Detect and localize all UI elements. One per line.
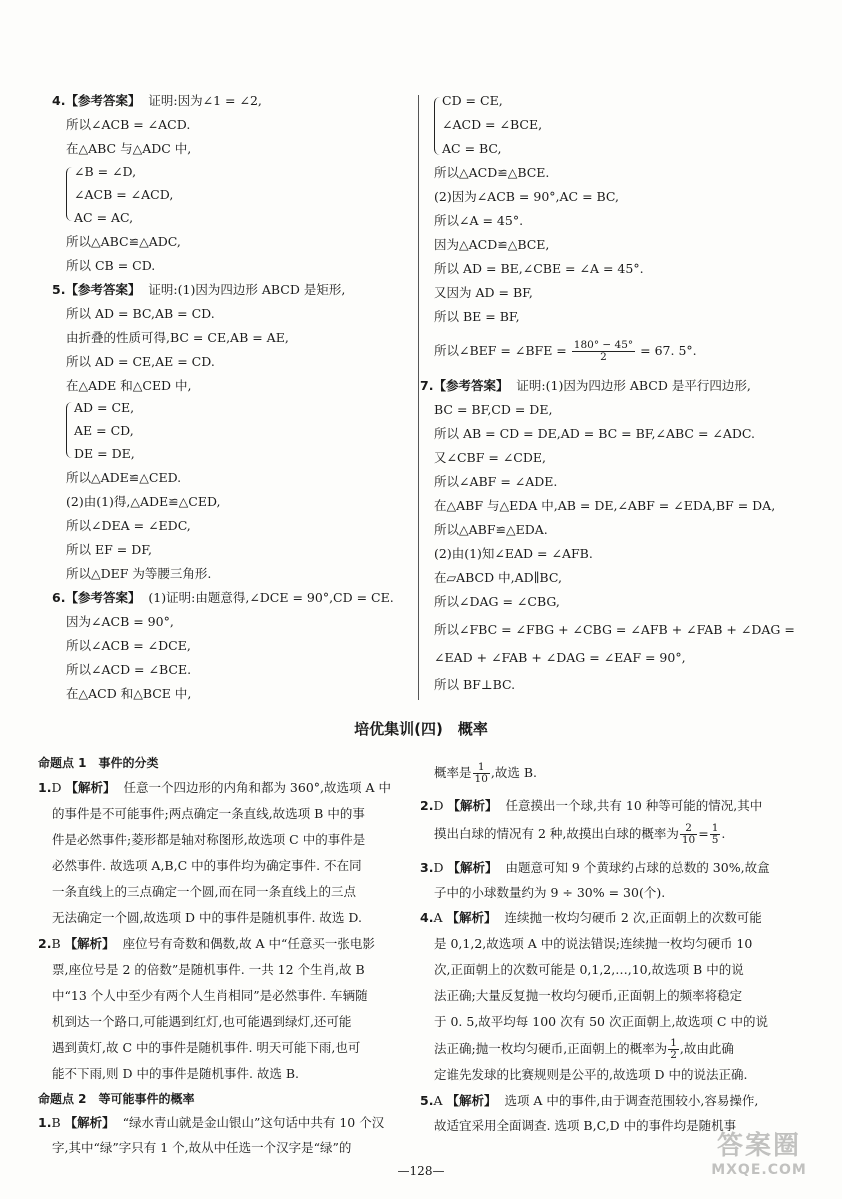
analysis-tag: 【解析】 bbox=[447, 798, 498, 813]
q5-line: 所以 AD = BC,AB = CD. bbox=[66, 306, 215, 321]
fraction bbox=[473, 762, 490, 785]
q6-line: ∠ACD = ∠BCE, bbox=[442, 117, 543, 132]
analysis-tag: 【解析】 bbox=[447, 860, 498, 875]
question-number: 4. bbox=[420, 910, 434, 925]
a2-line: 机到达一个路口,可能遇到红灯,也可能遇到绿灯,还可能 bbox=[52, 1014, 352, 1029]
q4-text: 证明:因为∠1 = ∠2, bbox=[148, 93, 262, 108]
b5-text: 选项 A 中的事件,由于调查范围较小,容易操作, bbox=[504, 1093, 759, 1108]
fraction bbox=[572, 340, 635, 363]
a1-header bbox=[38, 779, 391, 797]
a2-line: 中“13 个人中至少有两个人生肖相同”是必然事件. 车辆随 bbox=[52, 988, 368, 1003]
fraction bbox=[680, 823, 697, 846]
answer-choice: D bbox=[51, 780, 62, 795]
q7-line: 又∠CBF = ∠CDE, bbox=[434, 450, 546, 465]
b4-header bbox=[420, 909, 762, 927]
answer-tag: 【参考答案】 bbox=[433, 378, 509, 393]
watermark-url: MXQE.COM bbox=[711, 1162, 807, 1178]
q4-line: 所以 CB = CD. bbox=[66, 258, 156, 273]
question-number: 6. bbox=[52, 590, 66, 605]
q4-line: 在△ABC 与△ADC 中, bbox=[66, 141, 192, 156]
text: = bbox=[698, 826, 709, 841]
analysis-tag: 【解析】 bbox=[65, 780, 116, 795]
a1-line: 的事件是不可能事件;两点确定一条直线,故选项 B 中的事 bbox=[52, 806, 365, 821]
a2-header bbox=[38, 935, 375, 953]
text: 法正确;抛一枚均匀硬币,正面朝上的概率为 bbox=[434, 1041, 668, 1056]
system-brace bbox=[66, 167, 73, 221]
q5-line: DE = DE, bbox=[74, 446, 135, 461]
a1-line: 必然事件. 故选项 A,B,C 中的事件均为确定事件. 不在同 bbox=[52, 858, 362, 873]
q6-line: 所以△ACD≌△BCE. bbox=[434, 165, 550, 180]
question-number: 3. bbox=[420, 860, 434, 875]
analysis-tag: 【解析】 bbox=[446, 1093, 497, 1108]
q5-text: 证明:(1)因为四边形 ABCD 是矩形, bbox=[148, 282, 346, 297]
a2-text: 座位号有奇数和偶数,故 A 中“任意买一张电影 bbox=[122, 936, 375, 951]
watermark-text: 答案圈 bbox=[716, 1131, 801, 1161]
b4-text: 连续抛一枚均匀硬币 2 次,正面朝上的次数可能 bbox=[504, 910, 762, 925]
fraction-numerator: 1 bbox=[711, 822, 719, 834]
question-number: 7. bbox=[420, 378, 434, 393]
q6-line: 因为△ACD≌△BCE, bbox=[434, 237, 550, 252]
b4-line: 于 0. 5,故平均每 100 次有 50 次正面朝上,故选项 C 中的说 bbox=[434, 1014, 768, 1029]
fraction-denominator: 5 bbox=[711, 834, 719, 846]
fraction-numerator: 2 bbox=[680, 823, 697, 835]
fraction-denominator: 2 bbox=[600, 351, 607, 363]
b4-fraction-line bbox=[434, 1036, 734, 1062]
q6-line: 所以∠ACB = ∠DCE, bbox=[66, 638, 191, 653]
a2-line: 能不下雨,则 D 中的事件是随机事件. 故选 B. bbox=[52, 1066, 300, 1081]
q5-line: (2)由(1)得,△ADE≌△CED, bbox=[66, 494, 221, 509]
question-number: 1. bbox=[38, 1115, 52, 1130]
q7-line: 所以∠FBC = ∠FBG + ∠CBG = ∠AFB + ∠FAB + ∠DAG = bbox=[434, 622, 795, 637]
b3-header bbox=[420, 859, 770, 877]
answer-choice: B bbox=[51, 1115, 61, 1130]
column-divider bbox=[418, 95, 419, 700]
q6-line: AC = BC, bbox=[442, 141, 502, 156]
q4-line: ∠B = ∠D, bbox=[74, 164, 137, 179]
b1-line: 字,其中“绿”字只有 1 个,故从中任选一个汉字是“绿”的 bbox=[52, 1140, 352, 1155]
q6-line: 所以 BE = BF, bbox=[434, 309, 520, 324]
q6-line: 所以 AD = BE,∠CBE = ∠A = 45°. bbox=[434, 261, 644, 276]
page-number: —128— bbox=[397, 1164, 445, 1178]
q7-line: (2)由(1)知∠EAD = ∠AFB. bbox=[434, 546, 593, 561]
answer-choice: A bbox=[433, 1093, 443, 1108]
eq-suffix: = 67. 5°. bbox=[640, 343, 697, 358]
q4-line: AC = AC, bbox=[74, 210, 134, 225]
question-number: 5. bbox=[420, 1093, 434, 1108]
fraction bbox=[710, 823, 721, 846]
topic-heading: 命题点 2 等可能事件的概率 bbox=[38, 1092, 195, 1106]
q7-line: 在△ABF 与△EDA 中,AB = DE,∠ABF = ∠EDA,BF = DA, bbox=[434, 498, 776, 513]
topic-heading: 命题点 1 事件的分类 bbox=[38, 756, 159, 770]
section-title: 培优集训(四) 概率 bbox=[354, 720, 488, 738]
question-number: 4. bbox=[52, 93, 66, 108]
q6-line: 所以∠A = 45°. bbox=[434, 213, 524, 228]
a1-line: 一条直线上的三点确定一个圆,而在同一条直线上的三点 bbox=[52, 884, 356, 899]
q4-line: ∠ACB = ∠ACD, bbox=[74, 187, 174, 202]
answer-tag: 【参考答案】 bbox=[65, 590, 141, 605]
b3-line: 子中的小球数量约为 9 ÷ 30% = 30(个). bbox=[434, 885, 666, 900]
system-brace bbox=[434, 97, 441, 155]
answer-choice: D bbox=[433, 798, 444, 813]
q5-line: AE = CD, bbox=[74, 423, 134, 438]
system-brace bbox=[66, 402, 73, 458]
q5-line: 所以△ADE≌△CED. bbox=[66, 470, 182, 485]
q7-line: 所以 AB = CD = DE,AD = BC = BF,∠ABC = ∠ADC. bbox=[434, 426, 756, 441]
q6-line: 因为∠ACB = 90°, bbox=[66, 614, 174, 629]
a2-line: 票,座位号是 2 的倍数”是随机事件. 一共 12 个生肖,故 B bbox=[52, 962, 365, 977]
q6-line: (2)因为∠ACB = 90°,AC = BC, bbox=[434, 189, 620, 204]
b5-line: 故适宜采用全面调查. 选项 B,C,D 中的事件均是随机事 bbox=[434, 1118, 737, 1133]
b2-header bbox=[420, 797, 762, 815]
q7-line: 所以∠ABF = ∠ADE. bbox=[434, 474, 558, 489]
answer-choice: D bbox=[433, 860, 444, 875]
q5-header bbox=[52, 281, 345, 299]
q7-line: 在▱ABCD 中,AD∥BC, bbox=[434, 570, 562, 585]
q7-line: 所以△ABF≌△EDA. bbox=[434, 522, 548, 537]
fraction-denominator: 10 bbox=[474, 773, 488, 785]
q5-line: 所以△DEF 为等腰三角形. bbox=[66, 566, 212, 581]
bef-equation bbox=[434, 338, 697, 364]
answer-tag: 【参考答案】 bbox=[65, 93, 141, 108]
q5-line: 由折叠的性质可得,BC = CE,AB = AE, bbox=[66, 330, 289, 345]
analysis-tag: 【解析】 bbox=[64, 1115, 115, 1130]
b1-header bbox=[38, 1114, 384, 1132]
q6-line: CD = CE, bbox=[442, 93, 503, 108]
b2-line bbox=[434, 821, 725, 847]
b1-text: “绿水青山就是金山银山”这句话中共有 10 个汉 bbox=[122, 1115, 385, 1130]
b4-line: 法正确;大量反复抛一枚均匀硬币,正面朝上的频率将稳定 bbox=[434, 988, 743, 1003]
fraction-denominator: 2 bbox=[670, 1049, 677, 1061]
q5-line: 在△ADE 和△CED 中, bbox=[66, 378, 192, 393]
q7-line: ∠EAD + ∠FAB + ∠DAG = ∠EAF = 90°, bbox=[434, 650, 686, 665]
answer-choice: B bbox=[51, 936, 61, 951]
question-number: 2. bbox=[38, 936, 52, 951]
q4-header bbox=[52, 92, 262, 110]
q7-line: 所以 BF⊥BC. bbox=[434, 677, 516, 692]
text: 摸出白球的情况有 2 种,故摸出白球的概率为 bbox=[434, 826, 679, 841]
q4-line: 所以∠ACB = ∠ACD. bbox=[66, 117, 191, 132]
fraction-numerator: 1 bbox=[473, 762, 490, 774]
a2-line: 遇到黄灯,故 C 中的事件是随机事件. 明天可能下雨,也可 bbox=[52, 1040, 361, 1055]
a1-line: 无法确定一个圆,故选项 D 中的事件是随机事件. 故选 D. bbox=[52, 910, 362, 925]
watermark-logo bbox=[694, 1125, 824, 1187]
q4-line: 所以△ABC≌△ADC, bbox=[66, 234, 181, 249]
b3-text: 由题意可知 9 个黄球约占球的总数的 30%,故盒 bbox=[505, 860, 770, 875]
q6-line: 在△ACD 和△BCE 中, bbox=[66, 686, 192, 701]
b5-header bbox=[420, 1092, 758, 1110]
fraction-denominator: 10 bbox=[681, 834, 696, 846]
q5-line: AD = CE, bbox=[74, 400, 135, 415]
b1-tail bbox=[434, 760, 537, 786]
q5-line: 所以 EF = DF, bbox=[66, 542, 152, 557]
b4-line: 定谁先发球的比赛规则是公平的,故选项 D 中的说法正确. bbox=[434, 1067, 748, 1082]
text: . bbox=[721, 826, 726, 841]
analysis-tag: 【解析】 bbox=[64, 936, 115, 951]
q7-line: BC = BF,CD = DE, bbox=[434, 402, 553, 417]
q5-line: 所以 AD = CE,AE = CD. bbox=[66, 354, 215, 369]
q7-text: 证明:(1)因为四边形 ABCD 是平行四边形, bbox=[516, 378, 751, 393]
q6-line: 所以∠ACD = ∠BCE. bbox=[66, 662, 192, 677]
q6-line: 又因为 AD = BF, bbox=[434, 285, 533, 300]
b2-text: 任意摸出一个球,共有 10 种等可能的情况,其中 bbox=[505, 798, 763, 813]
text: 概率是 bbox=[434, 765, 472, 780]
question-number: 2. bbox=[420, 798, 434, 813]
eq-prefix: 所以∠BEF = ∠BFE = bbox=[434, 343, 567, 358]
question-number: 5. bbox=[52, 282, 66, 297]
text: ,故由此确 bbox=[679, 1041, 734, 1056]
a1-line: 件是必然事件;菱形都是轴对称图形,故选项 C 中的事件是 bbox=[52, 832, 366, 847]
question-number: 1. bbox=[38, 780, 52, 795]
b4-line: 次,正面朝上的次数可能是 0,1,2,…,10,故选项 B 中的说 bbox=[434, 962, 744, 977]
q6-header bbox=[52, 589, 394, 607]
fraction-numerator: 1 bbox=[670, 1037, 677, 1049]
fraction bbox=[668, 1038, 679, 1061]
q6-text: (1)证明:由题意得,∠DCE = 90°,CD = CE. bbox=[148, 590, 394, 605]
analysis-tag: 【解析】 bbox=[446, 910, 497, 925]
a1-text: 任意一个四边形的内角和都为 360°,故选项 A 中 bbox=[123, 780, 391, 795]
b4-line: 是 0,1,2,故选项 A 中的说法错误;连续抛一枚均匀硬币 10 bbox=[434, 936, 753, 951]
answer-tag: 【参考答案】 bbox=[65, 282, 141, 297]
q7-header bbox=[420, 377, 751, 395]
answer-choice: A bbox=[433, 910, 443, 925]
fraction-numerator: 180° − 45° bbox=[573, 339, 634, 351]
text: ,故选 B. bbox=[490, 765, 537, 780]
q5-line: 所以∠DEA = ∠EDC, bbox=[66, 518, 191, 533]
q7-line: 所以∠DAG = ∠CBG, bbox=[434, 594, 560, 609]
